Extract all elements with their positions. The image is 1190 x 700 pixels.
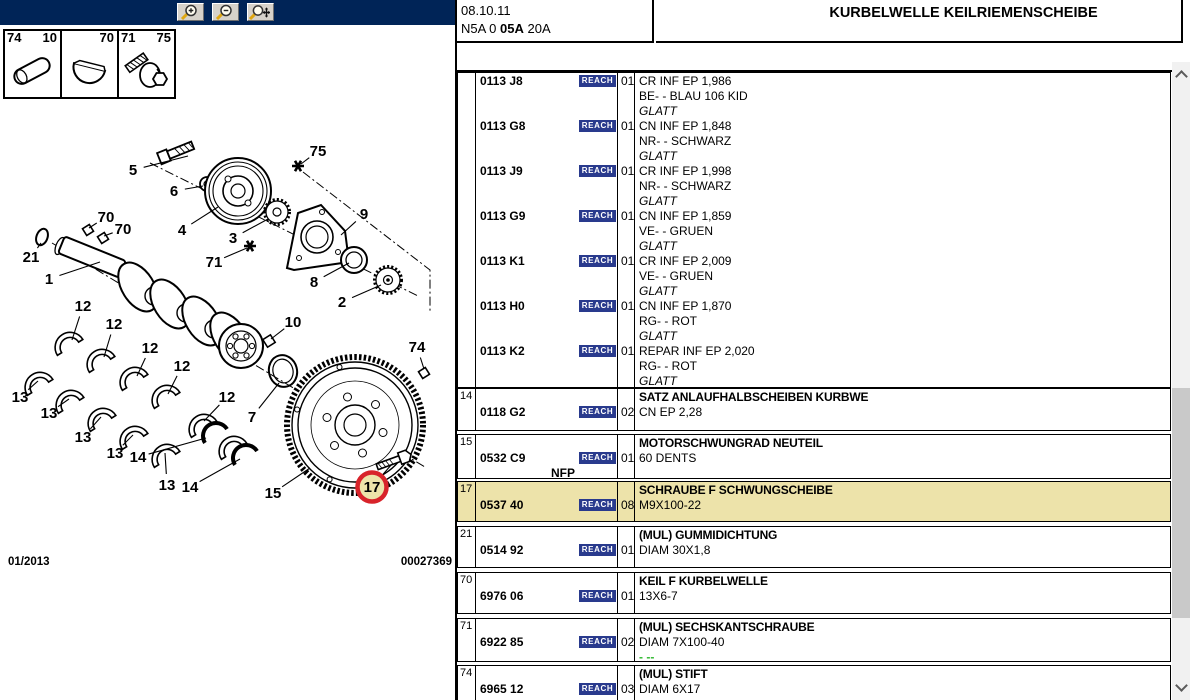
table-row [458, 329, 1170, 344]
diagram-callout-2: 2 [337, 294, 347, 311]
diagram-callout-6: 6 [169, 183, 179, 200]
part-number[interactable]: 6976 06 [480, 589, 524, 603]
diagram-callout-12: 12 [173, 358, 191, 375]
ref-number: 70 [460, 574, 473, 586]
bearing-8 [341, 247, 367, 273]
ref-number: 74 [460, 667, 473, 679]
ref-number: 71 [460, 620, 473, 632]
part-description: RG- - ROT [639, 314, 697, 328]
table-row [458, 134, 1170, 149]
header-spacer-row [457, 43, 1190, 72]
callout-leader [301, 158, 309, 164]
scrollbar-down-button[interactable] [1175, 679, 1188, 692]
section-title: SCHRAUBE F SCHWUNGSCHEIBE [639, 483, 833, 497]
part-description: VE- - GRUEN [639, 224, 714, 238]
table-row [458, 436, 1170, 451]
diagram-callout-12: 12 [74, 298, 92, 315]
part-description: REPAR INF EP 2,020 [639, 344, 755, 358]
diagram-callout-17[interactable]: 17 [363, 479, 381, 496]
thumbnail-label: 74 [7, 30, 22, 45]
diagram-callout-5: 5 [128, 162, 138, 179]
diagram-callout-13: 13 [106, 445, 124, 462]
quantity: 01 [621, 589, 635, 603]
section-title: SATZ ANLAUFHALBSCHEIBEN KURBWE [639, 390, 869, 404]
table-row [458, 620, 1170, 635]
reach-badge[interactable]: REACH [579, 255, 616, 267]
table-row [458, 667, 1170, 682]
part-row[interactable] [458, 209, 1170, 224]
diagram-callout-3: 3 [228, 230, 238, 247]
table-row [458, 89, 1170, 104]
part-number[interactable]: 0113 K1 [480, 254, 525, 268]
table-row [458, 314, 1170, 329]
part-row[interactable] [458, 498, 1170, 513]
diagram-callout-10: 10 [284, 314, 302, 331]
part-description: CR INF EP 2,009 [639, 254, 732, 268]
part-description: GLATT [639, 284, 677, 298]
part-row[interactable] [458, 119, 1170, 134]
table-row [458, 650, 1170, 665]
part-description: DIAM 30X1,8 [639, 543, 711, 557]
exploded-diagram [0, 0, 455, 700]
part-description: GLATT [639, 149, 677, 163]
part-number[interactable]: 0118 G2 [480, 405, 526, 419]
reach-badge[interactable]: REACH [579, 165, 616, 177]
header-reference-cell [457, 0, 654, 43]
part-row[interactable] [458, 543, 1170, 558]
reach-badge[interactable]: REACH [579, 120, 616, 132]
diagram-callout-13: 13 [40, 405, 58, 422]
part-description: M9X100-22 [639, 498, 702, 512]
diagram-callout-12: 12 [218, 389, 236, 406]
part-description: GLATT [639, 104, 677, 118]
reach-badge[interactable]: REACH [579, 683, 616, 695]
part-description: CR INF EP 1,998 [639, 164, 732, 178]
diagram-callout-12: 12 [105, 316, 123, 333]
parts-table [457, 72, 1172, 700]
ref-number: 21 [460, 528, 473, 540]
part-description: 60 DENTS [639, 451, 697, 465]
section-title: (MUL) GUMMIDICHTUNG [639, 528, 778, 542]
table-row [458, 149, 1170, 164]
callout-leader [271, 329, 284, 339]
reach-badge[interactable]: REACH [579, 210, 616, 222]
part-row[interactable] [458, 74, 1170, 89]
callout-leader [165, 453, 166, 474]
section-title: KEIL F KURBELWELLE [639, 574, 768, 588]
quantity: 02 [621, 635, 635, 649]
gear-2 [375, 267, 401, 293]
figure-number: 00027369 [400, 556, 452, 568]
table-row [458, 528, 1170, 543]
thumbnail-label: 70 [99, 30, 114, 45]
pulley-bolt-5 [157, 140, 195, 165]
scrollbar-track[interactable] [1172, 62, 1190, 700]
diagram-callout-21: 21 [22, 249, 40, 266]
part-row[interactable] [458, 299, 1170, 314]
part-number[interactable]: 0532 C9 [480, 451, 526, 465]
scrollbar-thumb[interactable] [1172, 388, 1190, 618]
diagram-callout-15: 15 [264, 485, 282, 502]
quantity: 01 [621, 344, 635, 358]
table-row [458, 574, 1170, 589]
quantity: 01 [621, 254, 635, 268]
callout-leader [259, 383, 279, 408]
table-row [458, 179, 1170, 194]
part-description: DIAM 7X100-40 [639, 635, 725, 649]
ref-number: 15 [460, 436, 473, 448]
table-row [458, 104, 1170, 119]
callout-leader [224, 248, 247, 258]
diagram-callout-70: 70 [114, 221, 132, 238]
reach-badge[interactable]: REACH [579, 75, 616, 87]
part-row[interactable] [458, 344, 1170, 359]
reach-badge[interactable]: REACH [579, 544, 616, 556]
diagram-callout-13: 13 [74, 429, 92, 446]
part-number[interactable]: 6922 85 [480, 635, 524, 649]
diagram-callout-71: 71 [205, 254, 223, 271]
header-code: N5A 0 05A 20A [461, 21, 551, 36]
parts-section-14 [457, 388, 1171, 431]
diagram-callout-70: 70 [97, 209, 115, 226]
thumbnail-label: 71 [121, 30, 136, 45]
callout-leader [59, 262, 100, 276]
reach-badge[interactable]: REACH [579, 345, 616, 357]
part-description: CN INF EP 1,848 [639, 119, 732, 133]
callout-leader [191, 207, 218, 224]
quantity: 01 [621, 299, 635, 313]
parts-section-71 [457, 618, 1171, 662]
table-row [458, 483, 1170, 498]
diagram-callout-13: 13 [11, 389, 29, 406]
diagram-callout-8: 8 [309, 274, 319, 291]
diagram-callout-74: 74 [408, 339, 426, 356]
quantity: 01 [621, 451, 635, 465]
callout-leader [200, 459, 240, 482]
part-number[interactable]: 0514 92 [480, 543, 524, 557]
part-description: NR- - SCHWARZ [639, 134, 732, 148]
part-description: DIAM 6X17 [639, 682, 701, 696]
part-row[interactable] [458, 254, 1170, 269]
table-row [458, 390, 1170, 405]
part-description: RG- - ROT [639, 359, 697, 373]
table-row [458, 269, 1170, 284]
part-number[interactable]: 0113 J8 [480, 74, 523, 88]
reach-badge[interactable]: REACH [579, 300, 616, 312]
quantity: 02 [621, 405, 635, 419]
parts-section-74 [457, 665, 1171, 700]
section-title: MOTORSCHWUNGRAD NEUTEIL [639, 436, 823, 450]
part-row[interactable] [458, 451, 1170, 466]
quantity: 01 [621, 164, 635, 178]
table-row [458, 224, 1170, 239]
reach-badge[interactable]: REACH [579, 590, 616, 602]
part-row[interactable] [458, 164, 1170, 179]
diagram-callout-9: 9 [359, 206, 369, 223]
part-row[interactable] [458, 589, 1170, 604]
parts-section-70 [457, 572, 1171, 614]
diagram-callout-7: 7 [247, 409, 257, 426]
part-description: CN INF EP 1,870 [639, 299, 732, 313]
pulley-4 [205, 158, 271, 224]
part-description: NR- - SCHWARZ [639, 179, 732, 193]
part-description: GLATT [639, 329, 677, 343]
parts-section [457, 72, 1171, 388]
part-description: VE- - GRUEN [639, 269, 714, 283]
supersession-note: - -- [639, 650, 655, 664]
diagram-callout-14: 14 [129, 449, 147, 466]
part-description: GLATT [639, 239, 677, 253]
table-row [458, 194, 1170, 209]
part-number[interactable]: 0113 K2 [480, 344, 525, 358]
quantity: 01 [621, 74, 635, 88]
quantity: 08 [621, 498, 635, 512]
part-number[interactable]: 0113 G9 [480, 209, 526, 223]
part-number[interactable]: 0113 H0 [480, 299, 525, 313]
table-row [458, 374, 1170, 389]
quantity: 01 [621, 119, 635, 133]
part-number[interactable]: 0113 J9 [480, 164, 523, 178]
diagram-callout-12: 12 [141, 340, 159, 357]
part-description: BE- - BLAU 106 KID [639, 89, 748, 103]
quantity: 01 [621, 209, 635, 223]
callout-leader [282, 468, 310, 487]
page-title: KURBELWELLE KEILRIEMENSCHEIBE [656, 0, 1183, 43]
part-row[interactable] [458, 682, 1170, 697]
parts-section-21 [457, 526, 1171, 568]
nfp-note: NFP [551, 466, 575, 480]
thumbnail-label: 75 [156, 30, 171, 45]
part-description: 13X6-7 [639, 589, 678, 603]
section-title: (MUL) STIFT [639, 667, 708, 681]
part-number[interactable]: 0113 G8 [480, 119, 526, 133]
key-70 [97, 232, 108, 243]
flywheel-15 [287, 357, 423, 493]
parts-section-15 [457, 434, 1171, 479]
part-description: CN EP 2,28 [639, 405, 703, 419]
ref-number: 17 [460, 483, 473, 495]
part-number[interactable]: 0537 40 [480, 498, 524, 512]
quantity: 03 [621, 682, 635, 696]
diagram-callout-13: 13 [158, 477, 176, 494]
diagram-callout-1: 1 [44, 271, 54, 288]
diagram-callout-14: 14 [181, 479, 199, 496]
edition-date: 01/2013 [8, 556, 50, 568]
scrollbar-up-button[interactable] [1175, 70, 1188, 83]
thumbnail-label: 10 [42, 30, 57, 45]
reach-badge[interactable]: REACH [579, 636, 616, 648]
section-title: (MUL) SECHSKANTSCHRAUBE [639, 620, 815, 634]
seal-housing-9 [287, 205, 349, 270]
part-description: GLATT [639, 374, 677, 388]
diagram-callout-75: 75 [309, 143, 327, 160]
part-description: GLATT [639, 194, 677, 208]
diagram-callout-4: 4 [177, 222, 187, 239]
ref-number: 14 [460, 390, 473, 402]
table-row [458, 284, 1170, 299]
table-row [458, 239, 1170, 254]
reach-badge[interactable]: REACH [579, 406, 616, 418]
quantity: 01 [621, 543, 635, 557]
reach-badge[interactable]: REACH [579, 452, 616, 464]
header-date: 08.10.11 [461, 3, 511, 18]
callout-leader [352, 285, 381, 298]
part-row[interactable] [458, 405, 1170, 420]
table-row [458, 466, 1170, 481]
ring-7 [265, 352, 300, 390]
part-description: CN INF EP 1,859 [639, 209, 732, 223]
dowel-74 [418, 367, 429, 378]
parts-section-17 [457, 481, 1171, 522]
part-row[interactable] [458, 635, 1170, 650]
part-number[interactable]: 6965 12 [480, 682, 524, 696]
callout-leader [420, 357, 424, 369]
seal-ring-21 [34, 227, 50, 247]
table-row [458, 359, 1170, 374]
part-description: CR INF EP 1,986 [639, 74, 732, 88]
reach-badge[interactable]: REACH [579, 499, 616, 511]
